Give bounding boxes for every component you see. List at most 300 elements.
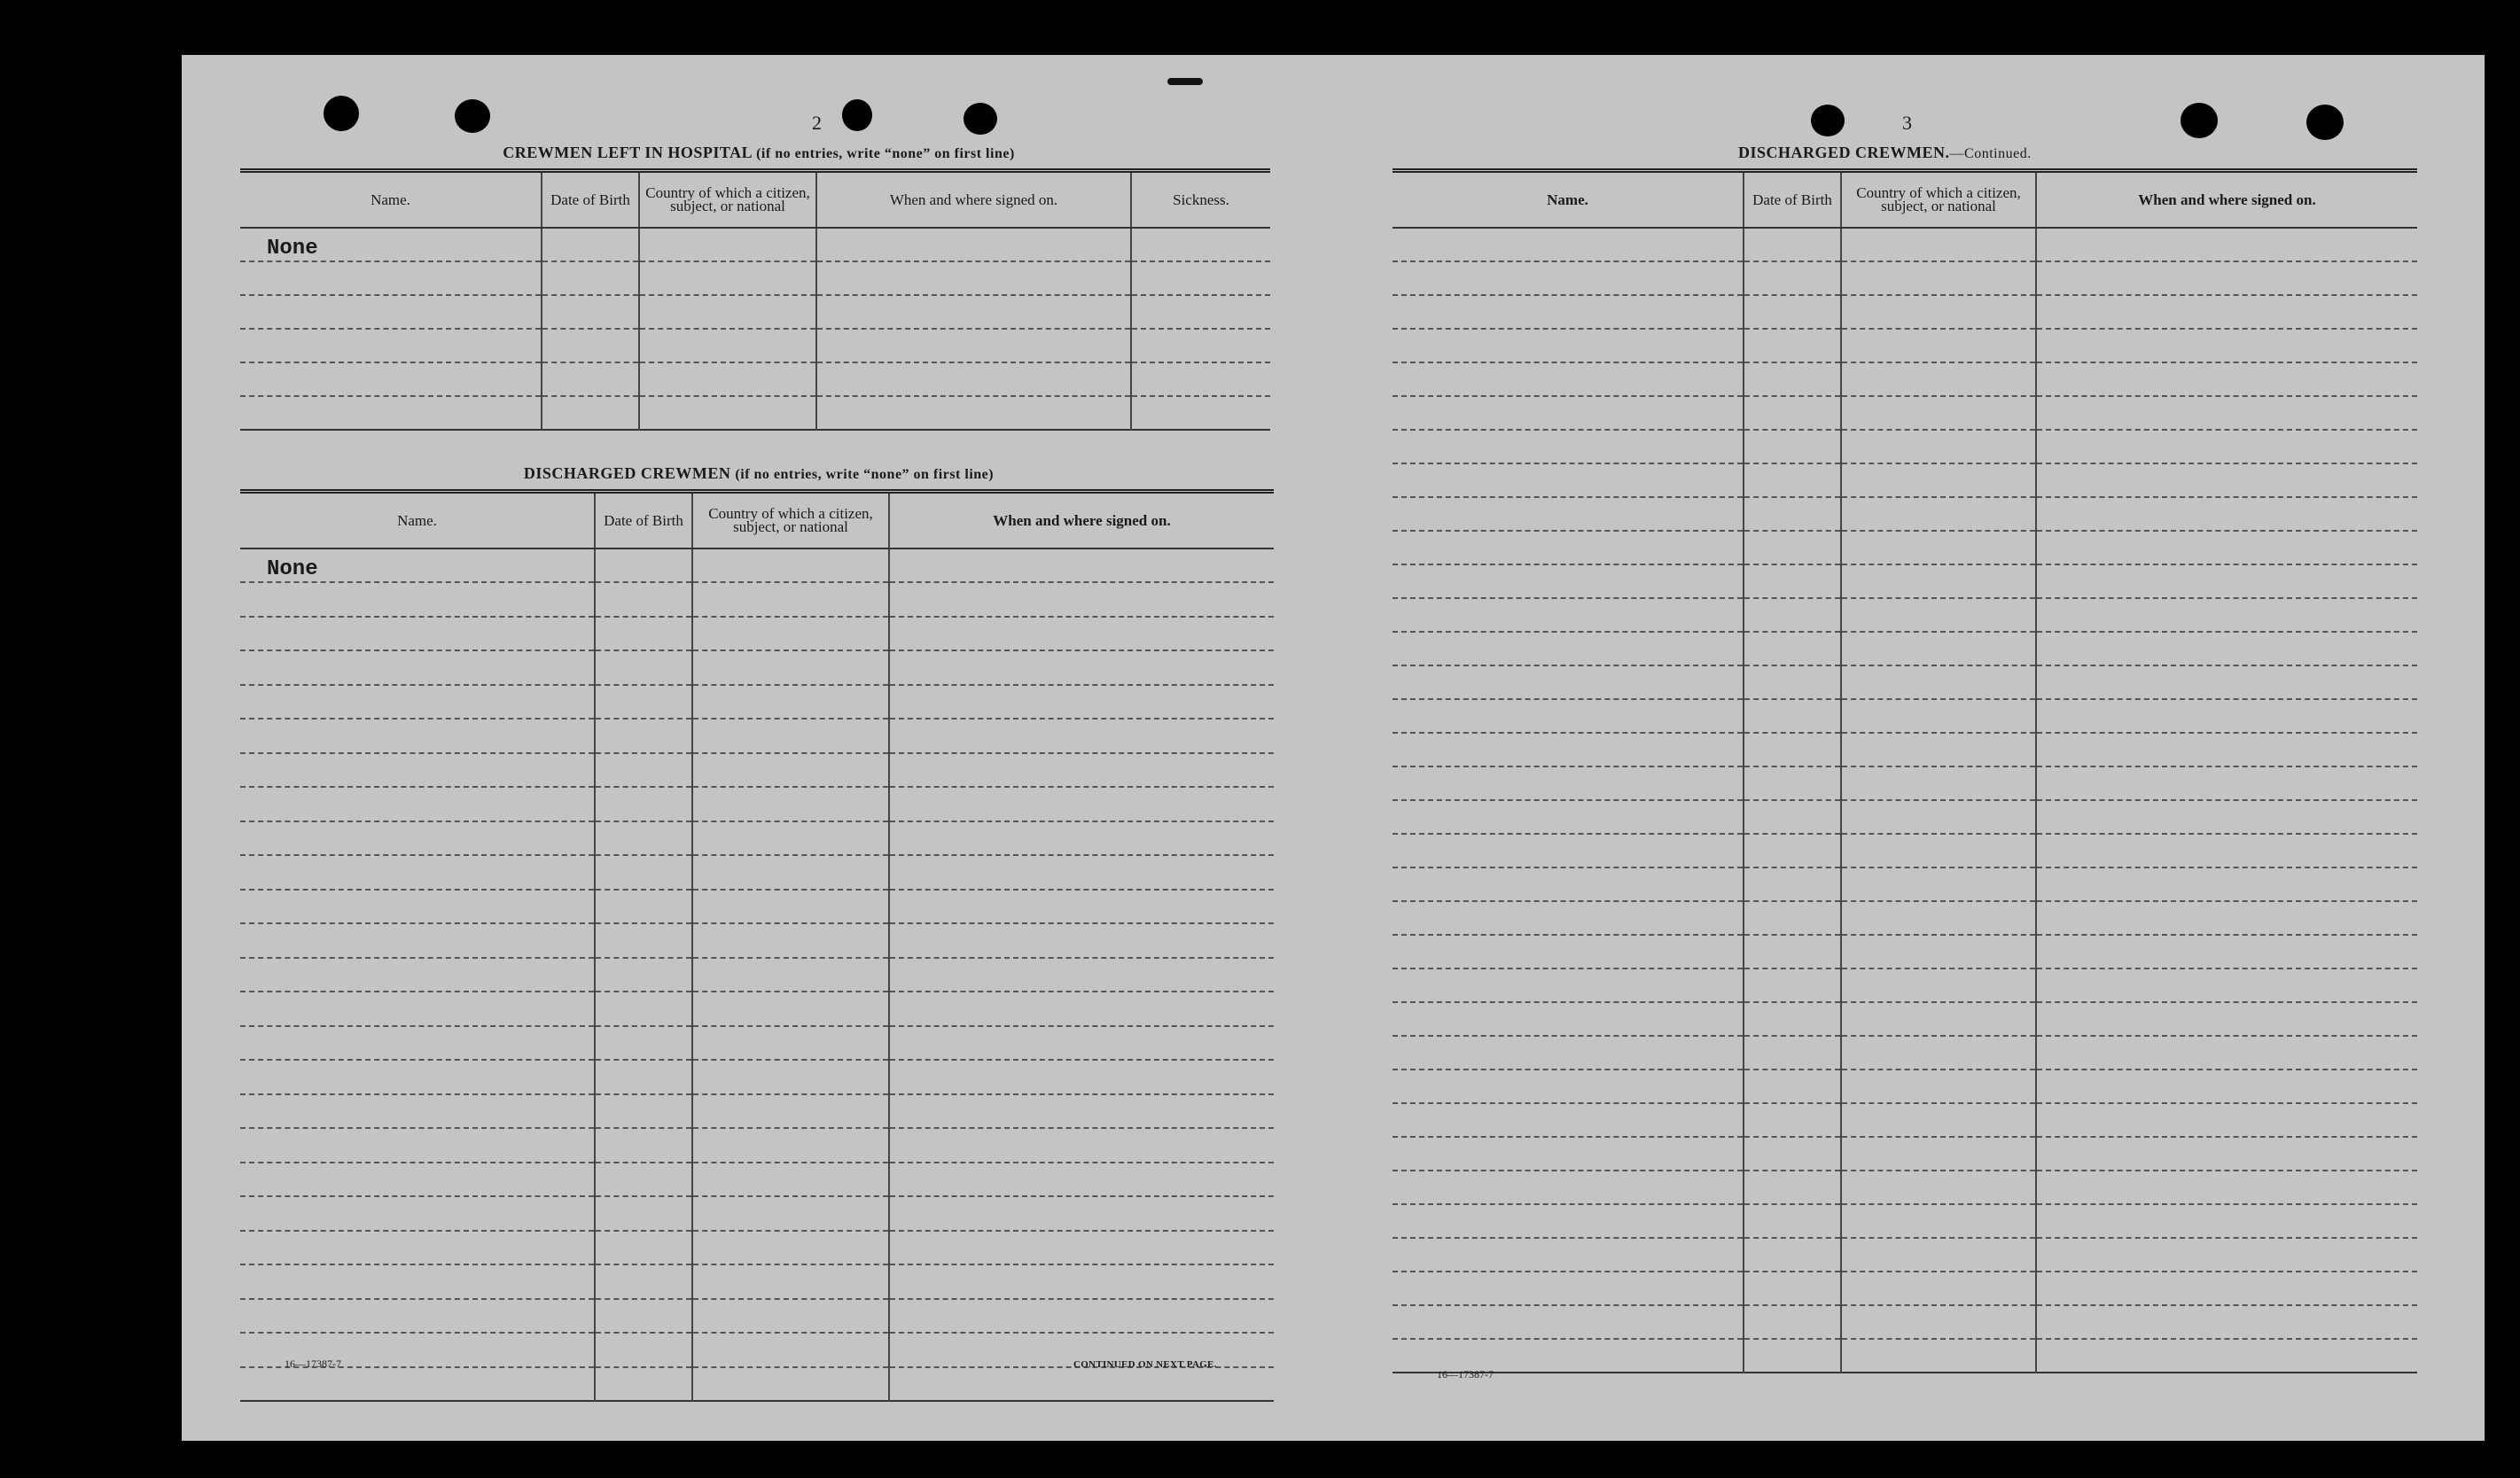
table-cell[interactable] xyxy=(1841,1339,2036,1373)
table-cell[interactable] xyxy=(1841,1238,2036,1272)
table-cell[interactable] xyxy=(889,1196,1274,1231)
table-cell[interactable] xyxy=(1744,901,1841,935)
table-cell[interactable] xyxy=(595,1367,692,1402)
table-cell[interactable] xyxy=(1744,1204,1841,1238)
table-cell[interactable] xyxy=(1744,1272,1841,1305)
table-cell[interactable] xyxy=(692,787,889,821)
table-cell[interactable] xyxy=(1841,329,2036,362)
table-cell[interactable] xyxy=(692,1163,889,1197)
table-cell[interactable] xyxy=(816,362,1131,396)
table-cell[interactable] xyxy=(639,261,816,295)
table-cell[interactable] xyxy=(2036,733,2417,766)
table-cell[interactable] xyxy=(889,685,1274,720)
table-cell[interactable] xyxy=(1393,1238,1744,1272)
table-cell[interactable] xyxy=(889,1367,1274,1402)
table-row xyxy=(1393,834,2417,867)
table-cell[interactable] xyxy=(692,1128,889,1163)
table-cell[interactable] xyxy=(1841,1305,2036,1339)
table-cell[interactable] xyxy=(2036,463,2417,497)
table-cell[interactable] xyxy=(1393,1036,1744,1070)
table-cell[interactable] xyxy=(1841,935,2036,968)
table-cell[interactable] xyxy=(2036,665,2417,699)
table-cell[interactable] xyxy=(1131,396,1270,430)
table-cell[interactable] xyxy=(1393,1002,1744,1036)
table-cell[interactable] xyxy=(889,923,1274,958)
table-cell[interactable] xyxy=(889,617,1274,651)
table-row xyxy=(240,582,1274,617)
table-cell[interactable] xyxy=(1841,261,2036,295)
table-cell[interactable] xyxy=(889,992,1274,1026)
table-cell[interactable] xyxy=(889,582,1274,617)
table-cell[interactable] xyxy=(692,1060,889,1094)
table-cell[interactable] xyxy=(1841,497,2036,531)
table-cell[interactable] xyxy=(2036,295,2417,329)
table-cell[interactable] xyxy=(542,362,639,396)
table-cell[interactable] xyxy=(240,1231,595,1265)
table-cell[interactable] xyxy=(1393,699,1744,733)
table-cell[interactable] xyxy=(1393,329,1744,362)
table-row xyxy=(1393,1070,2417,1103)
table-row xyxy=(240,650,1274,685)
table-cell[interactable] xyxy=(1393,362,1744,396)
table-cell[interactable] xyxy=(1841,1070,2036,1103)
table-cell[interactable] xyxy=(1131,329,1270,362)
table-cell[interactable] xyxy=(240,329,542,362)
table-row xyxy=(1393,430,2417,463)
table-cell[interactable] xyxy=(595,1163,692,1197)
table-cell[interactable] xyxy=(889,1128,1274,1163)
table-row xyxy=(240,1026,1274,1061)
table-cell[interactable] xyxy=(595,1196,692,1231)
table-cell[interactable] xyxy=(595,582,692,617)
table-cell[interactable] xyxy=(595,650,692,685)
table-cell[interactable] xyxy=(1131,228,1270,261)
table-cell[interactable] xyxy=(240,992,595,1026)
table-row xyxy=(1393,867,2417,901)
table-cell[interactable] xyxy=(1393,1305,1744,1339)
table-cell[interactable] xyxy=(692,992,889,1026)
table-row xyxy=(240,1163,1274,1197)
table-cell[interactable] xyxy=(1744,1002,1841,1036)
table-cell[interactable] xyxy=(595,1264,692,1299)
table-cell[interactable] xyxy=(1393,295,1744,329)
table-cell[interactable] xyxy=(1841,733,2036,766)
table-cell[interactable] xyxy=(2036,228,2417,261)
table-cell[interactable] xyxy=(240,890,595,924)
table-cell[interactable] xyxy=(1393,733,1744,766)
table-cell[interactable] xyxy=(240,1196,595,1231)
table-cell[interactable] xyxy=(692,685,889,720)
table-cell[interactable] xyxy=(1393,261,1744,295)
table-cell[interactable] xyxy=(1744,463,1841,497)
table-cell[interactable] xyxy=(1744,632,1841,665)
table-cell[interactable] xyxy=(2036,497,2417,531)
table-cell[interactable] xyxy=(1744,699,1841,733)
table-cell[interactable] xyxy=(692,1299,889,1334)
table-cell[interactable] xyxy=(1841,766,2036,800)
discharged-instruction: (if no entries, write “none” on first line) xyxy=(735,467,995,482)
table-row xyxy=(1393,1238,2417,1272)
table-cell[interactable] xyxy=(1744,261,1841,295)
table-cell[interactable] xyxy=(2036,699,2417,733)
table-cell[interactable] xyxy=(595,923,692,958)
table-cell[interactable] xyxy=(889,1299,1274,1334)
table-cell[interactable] xyxy=(2036,261,2417,295)
table-cell[interactable] xyxy=(889,787,1274,821)
table-cell[interactable] xyxy=(2036,1171,2417,1204)
table-cell[interactable] xyxy=(595,617,692,651)
table-cell[interactable] xyxy=(2036,834,2417,867)
table-cell[interactable] xyxy=(595,992,692,1026)
table-cell[interactable] xyxy=(2036,1272,2417,1305)
table-cell[interactable] xyxy=(1841,1002,2036,1036)
table-cell[interactable] xyxy=(2036,430,2417,463)
table-row xyxy=(240,1128,1274,1163)
table-cell[interactable] xyxy=(2036,935,2417,968)
table-cell[interactable] xyxy=(889,855,1274,890)
table-cell[interactable] xyxy=(1393,1103,1744,1137)
table-cell[interactable] xyxy=(1744,1070,1841,1103)
table-cell[interactable] xyxy=(240,650,595,685)
table-cell[interactable] xyxy=(595,1060,692,1094)
table-cell[interactable] xyxy=(1841,901,2036,935)
table-cell[interactable] xyxy=(1393,531,1744,564)
table-cell[interactable] xyxy=(542,228,639,261)
table-cell[interactable] xyxy=(240,787,595,821)
table-cell[interactable] xyxy=(2036,867,2417,901)
table-cell[interactable] xyxy=(1393,1070,1744,1103)
table-cell[interactable] xyxy=(1841,968,2036,1002)
table-cell[interactable] xyxy=(816,329,1131,362)
table-cell[interactable] xyxy=(1744,1238,1841,1272)
table-cell[interactable] xyxy=(595,1094,692,1129)
table-cell[interactable] xyxy=(2036,1339,2417,1373)
table-cell[interactable] xyxy=(240,958,595,992)
table-cell[interactable] xyxy=(1841,463,2036,497)
table-cell[interactable] xyxy=(2036,362,2417,396)
table-cell[interactable] xyxy=(692,890,889,924)
table-cell[interactable] xyxy=(1744,935,1841,968)
table-cell[interactable] xyxy=(1393,901,1744,935)
table-row xyxy=(1393,665,2417,699)
table-cell[interactable] xyxy=(889,1163,1274,1197)
page-number: 3 xyxy=(1902,112,1912,134)
table-cell[interactable] xyxy=(1744,1137,1841,1171)
table-cell[interactable] xyxy=(595,1299,692,1334)
table-cell[interactable] xyxy=(889,650,1274,685)
table-cell[interactable] xyxy=(2036,766,2417,800)
table-row xyxy=(1393,497,2417,531)
table-cell[interactable] xyxy=(1744,800,1841,834)
column-header-signed-on: When and where signed on. xyxy=(2036,171,2417,228)
table-cell[interactable] xyxy=(692,1026,889,1061)
table-cell[interactable] xyxy=(1744,766,1841,800)
table-row xyxy=(1393,261,2417,295)
table-cell[interactable] xyxy=(692,1094,889,1129)
table-cell[interactable] xyxy=(692,1196,889,1231)
table-cell[interactable] xyxy=(1841,834,2036,867)
table-cell[interactable] xyxy=(595,1026,692,1061)
hospital-instruction: (if no entries, write “none” on first line) xyxy=(756,146,1015,161)
table-cell[interactable] xyxy=(1841,800,2036,834)
table-cell[interactable] xyxy=(240,1026,595,1061)
table-cell[interactable] xyxy=(692,1367,889,1402)
table-cell[interactable] xyxy=(1131,295,1270,329)
table-cell[interactable] xyxy=(542,329,639,362)
table-row xyxy=(1393,531,2417,564)
table-cell[interactable] xyxy=(1393,564,1744,598)
column-header-name: Name. xyxy=(1393,171,1744,228)
table-row xyxy=(240,1094,1274,1129)
table-cell[interactable] xyxy=(1744,531,1841,564)
table-cell[interactable] xyxy=(240,1060,595,1094)
table-cell[interactable] xyxy=(2036,329,2417,362)
table-cell[interactable] xyxy=(639,295,816,329)
table-cell[interactable] xyxy=(2036,531,2417,564)
table-cell[interactable] xyxy=(889,821,1274,856)
table-cell[interactable] xyxy=(240,855,595,890)
table-cell[interactable] xyxy=(240,1264,595,1299)
table-cell[interactable] xyxy=(240,295,542,329)
table-cell[interactable] xyxy=(595,1333,692,1367)
table-row xyxy=(240,548,1274,583)
table-cell[interactable] xyxy=(692,923,889,958)
table-cell[interactable] xyxy=(1841,699,2036,733)
table-cell[interactable] xyxy=(1841,430,2036,463)
table-row xyxy=(1393,901,2417,935)
table-cell[interactable] xyxy=(1744,1103,1841,1137)
table-cell[interactable] xyxy=(889,958,1274,992)
table-cell[interactable] xyxy=(2036,968,2417,1002)
table-cell[interactable] xyxy=(1744,598,1841,632)
table-cell[interactable] xyxy=(889,1264,1274,1299)
table-cell[interactable] xyxy=(1744,733,1841,766)
table-cell[interactable] xyxy=(692,719,889,753)
table-cell[interactable] xyxy=(1393,1171,1744,1204)
table-cell[interactable] xyxy=(1841,228,2036,261)
table-cell[interactable] xyxy=(1744,834,1841,867)
table-cell[interactable] xyxy=(1393,430,1744,463)
table-cell[interactable] xyxy=(542,396,639,430)
table-cell[interactable] xyxy=(1393,1137,1744,1171)
table-cell[interactable] xyxy=(595,719,692,753)
table-cell[interactable] xyxy=(639,329,816,362)
table-cell[interactable] xyxy=(2036,1238,2417,1272)
table-cell[interactable] xyxy=(1841,396,2036,430)
table-cell[interactable] xyxy=(1393,867,1744,901)
table-cell[interactable] xyxy=(1744,396,1841,430)
table-cell[interactable] xyxy=(692,650,889,685)
table-cell[interactable] xyxy=(816,396,1131,430)
table-cell[interactable] xyxy=(2036,1036,2417,1070)
table-cell[interactable] xyxy=(240,362,542,396)
table-row xyxy=(1393,766,2417,800)
table-row xyxy=(1393,1036,2417,1070)
table-cell[interactable] xyxy=(595,821,692,856)
table-cell[interactable] xyxy=(1393,665,1744,699)
table-cell[interactable] xyxy=(595,548,692,583)
table-row xyxy=(240,1060,1274,1094)
table-cell[interactable] xyxy=(1841,598,2036,632)
table-cell[interactable] xyxy=(1841,665,2036,699)
table-cell[interactable] xyxy=(889,753,1274,788)
table-cell[interactable] xyxy=(1393,834,1744,867)
table-cell[interactable] xyxy=(595,890,692,924)
table-cell[interactable] xyxy=(240,582,595,617)
table-cell[interactable] xyxy=(2036,901,2417,935)
table-cell[interactable] xyxy=(816,228,1131,261)
table-cell[interactable] xyxy=(1841,1036,2036,1070)
table-cell[interactable] xyxy=(595,787,692,821)
table-cell[interactable] xyxy=(595,958,692,992)
table-cell[interactable] xyxy=(595,1128,692,1163)
table-cell[interactable] xyxy=(1393,1204,1744,1238)
table-cell[interactable] xyxy=(1393,497,1744,531)
table-cell[interactable] xyxy=(2036,1204,2417,1238)
table-cell[interactable] xyxy=(2036,1137,2417,1171)
table-cell[interactable] xyxy=(692,958,889,992)
table-cell[interactable] xyxy=(2036,1002,2417,1036)
table-cell[interactable] xyxy=(1841,362,2036,396)
table-cell[interactable] xyxy=(1744,1036,1841,1070)
table-row xyxy=(1393,1339,2417,1373)
table-cell[interactable] xyxy=(1744,295,1841,329)
table-cell[interactable] xyxy=(1744,362,1841,396)
table-cell[interactable] xyxy=(889,719,1274,753)
table-cell[interactable] xyxy=(1744,665,1841,699)
table-cell[interactable] xyxy=(1841,1204,2036,1238)
table-cell[interactable] xyxy=(889,1026,1274,1061)
table-cell[interactable] xyxy=(1393,228,1744,261)
table-cell[interactable] xyxy=(595,855,692,890)
table-cell[interactable] xyxy=(1393,968,1744,1002)
table-cell[interactable] xyxy=(1131,362,1270,396)
table-cell[interactable] xyxy=(595,1231,692,1265)
table-cell[interactable] xyxy=(1744,1171,1841,1204)
table-cell[interactable] xyxy=(1393,766,1744,800)
table-row xyxy=(1393,1204,2417,1238)
page-number: 2 xyxy=(812,112,822,134)
table-cell[interactable] xyxy=(1393,800,1744,834)
table-cell[interactable] xyxy=(595,685,692,720)
table-cell[interactable] xyxy=(692,1333,889,1367)
table-cell[interactable] xyxy=(692,1264,889,1299)
table-cell[interactable] xyxy=(1841,867,2036,901)
table-cell[interactable] xyxy=(692,753,889,788)
table-cell[interactable] xyxy=(1744,867,1841,901)
table-cell[interactable] xyxy=(1393,1339,1744,1373)
table-cell[interactable] xyxy=(639,362,816,396)
table-cell[interactable] xyxy=(1841,1171,2036,1204)
table-row xyxy=(1393,228,2417,261)
table-cell[interactable] xyxy=(240,753,595,788)
table-cell[interactable] xyxy=(542,295,639,329)
table-cell[interactable] xyxy=(1393,1272,1744,1305)
table-cell[interactable] xyxy=(1744,564,1841,598)
table-cell[interactable] xyxy=(2036,1070,2417,1103)
table-cell[interactable] xyxy=(1744,1305,1841,1339)
table-cell[interactable] xyxy=(240,685,595,720)
table-row xyxy=(240,329,1270,362)
table-cell[interactable] xyxy=(889,1060,1274,1094)
table-cell[interactable]: None xyxy=(240,548,595,583)
table-row xyxy=(1393,935,2417,968)
table-cell[interactable] xyxy=(240,1163,595,1197)
table-cell[interactable] xyxy=(1744,228,1841,261)
table-cell[interactable] xyxy=(1744,1339,1841,1373)
table-cell[interactable] xyxy=(1841,1137,2036,1171)
table-cell[interactable] xyxy=(1841,1272,2036,1305)
table-cell[interactable] xyxy=(1744,430,1841,463)
table-cell[interactable] xyxy=(889,548,1274,583)
table-cell[interactable] xyxy=(1841,564,2036,598)
table-cell[interactable] xyxy=(692,821,889,856)
table-row xyxy=(1393,329,2417,362)
table-cell[interactable] xyxy=(692,582,889,617)
table-cell[interactable] xyxy=(595,753,692,788)
table-cell[interactable] xyxy=(692,855,889,890)
column-header-sickness: Sickness. xyxy=(1131,171,1270,228)
table-cell[interactable] xyxy=(240,1299,595,1334)
table-cell[interactable] xyxy=(1131,261,1270,295)
table-cell[interactable] xyxy=(816,295,1131,329)
table-cell[interactable] xyxy=(1841,295,2036,329)
table-cell[interactable] xyxy=(2036,632,2417,665)
table-cell[interactable] xyxy=(2036,1305,2417,1339)
table-cell[interactable] xyxy=(1393,935,1744,968)
table-cell[interactable] xyxy=(2036,800,2417,834)
table-cell[interactable] xyxy=(240,261,542,295)
form-code: 16—17387-7 xyxy=(285,1357,341,1370)
table-cell[interactable] xyxy=(240,1094,595,1129)
table-cell[interactable] xyxy=(1393,598,1744,632)
table-cell[interactable] xyxy=(692,548,889,583)
table-cell[interactable] xyxy=(1841,632,2036,665)
column-header-name: Name. xyxy=(240,492,595,548)
table-cell[interactable] xyxy=(2036,396,2417,430)
table-cell[interactable] xyxy=(1841,531,2036,564)
table-cell[interactable] xyxy=(1841,1103,2036,1137)
table-cell[interactable] xyxy=(889,890,1274,924)
table-cell[interactable] xyxy=(1393,463,1744,497)
table-cell[interactable] xyxy=(240,1128,595,1163)
table-cell[interactable] xyxy=(240,1367,595,1402)
table-cell[interactable] xyxy=(1393,632,1744,665)
table-cell[interactable] xyxy=(2036,1103,2417,1137)
table-cell[interactable] xyxy=(889,1231,1274,1265)
table-cell[interactable] xyxy=(542,261,639,295)
table-row xyxy=(240,890,1274,924)
table-cell[interactable] xyxy=(692,617,889,651)
table-cell[interactable] xyxy=(240,396,542,430)
table-cell[interactable] xyxy=(1744,329,1841,362)
table-cell[interactable] xyxy=(1744,497,1841,531)
table-cell[interactable] xyxy=(639,228,816,261)
table-cell[interactable] xyxy=(692,1231,889,1265)
table-cell[interactable] xyxy=(240,719,595,753)
table-cell[interactable] xyxy=(1393,396,1744,430)
table-cell[interactable] xyxy=(816,261,1131,295)
table-cell[interactable] xyxy=(2036,598,2417,632)
table-cell[interactable] xyxy=(1744,968,1841,1002)
table-cell[interactable] xyxy=(240,821,595,856)
table-cell[interactable] xyxy=(240,923,595,958)
table-cell[interactable] xyxy=(639,396,816,430)
table-cell[interactable] xyxy=(240,617,595,651)
table-cell[interactable] xyxy=(889,1094,1274,1129)
table-cell[interactable]: None xyxy=(240,228,542,261)
table-cell[interactable] xyxy=(2036,564,2417,598)
